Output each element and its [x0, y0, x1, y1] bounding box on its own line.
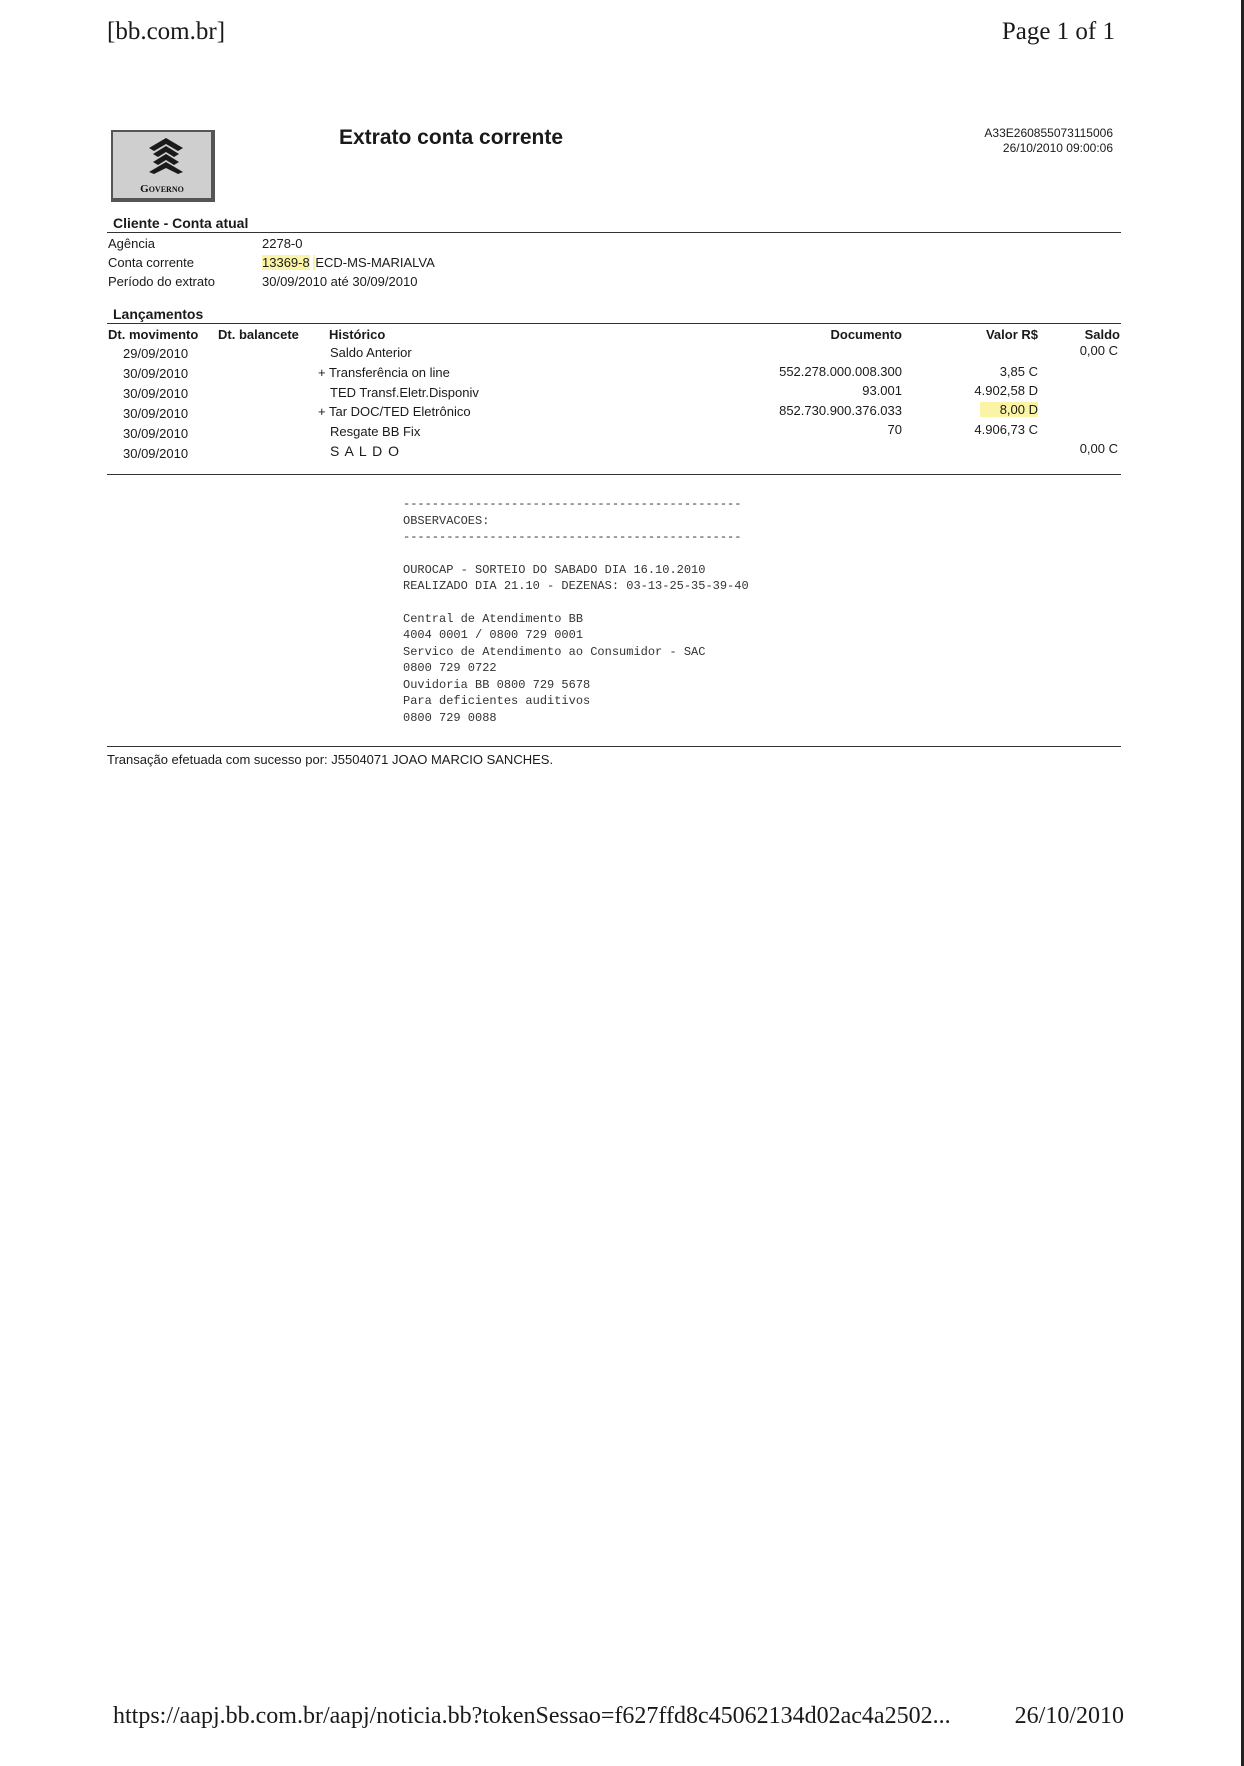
- col-header-dt-movimento: Dt. movimento: [108, 327, 199, 342]
- bank-logo: [111, 130, 215, 202]
- cell-saldo: 0,00 C: [1079, 441, 1118, 456]
- cell-dt-movimento: 29/09/2010: [123, 346, 189, 361]
- col-header-documento: Documento: [830, 327, 902, 342]
- obs-line: Servico de Atendimento ao Consumidor - SAC: [403, 644, 706, 659]
- cell-dt-movimento: 30/09/2010: [123, 366, 189, 381]
- cell-valor: 4.902,58 D: [974, 383, 1038, 398]
- periodo-label: Período do extrato: [108, 274, 215, 289]
- print-header-page-number: Page 1 of 1: [1001, 18, 1115, 45]
- obs-title: OBSERVACOES:: [403, 513, 490, 528]
- cell-historico: + Transferência on line: [318, 365, 450, 380]
- obs-line: Ouvidoria BB 0800 729 5678: [403, 677, 591, 692]
- print-footer-date: 26/10/2010: [1014, 1703, 1124, 1729]
- statement-code: A33E260855073115006: [984, 126, 1113, 140]
- col-header-valor: Valor R$: [985, 327, 1038, 342]
- observacoes-block: [403, 496, 749, 726]
- divider: [107, 746, 1121, 747]
- obs-line: Para deficientes auditivos: [403, 694, 591, 708]
- cell-documento: 552.278.000.008.300: [779, 364, 902, 379]
- obs-line: 4004 0001 / 0800 729 0001: [403, 628, 584, 642]
- cell-documento: 93.001: [862, 383, 902, 398]
- obs-line: Central de Atendimento BB: [403, 611, 584, 626]
- cell-valor: 4.906,73 C: [974, 422, 1038, 437]
- agencia-value: 2278-0: [262, 236, 303, 251]
- divider: [107, 232, 1121, 233]
- cell-historico: TED Transf.Eletr.Disponiv: [330, 385, 479, 400]
- cell-historico: S A L D O: [330, 443, 400, 459]
- obs-line: OUROCAP - SORTEIO DO SABADO DIA 16.10.2010: [403, 562, 706, 577]
- client-section-title: Cliente - Conta atual: [113, 215, 249, 231]
- transaction-footer: Transação efetuada com sucesso por: J5504071 JOAO MARCIO SANCHES.: [107, 752, 554, 767]
- bb-logo-icon: [149, 138, 183, 174]
- periodo-value: 30/09/2010 até 30/09/2010: [262, 274, 418, 289]
- col-header-dt-balancete: Dt. balancete: [218, 327, 299, 342]
- logo-text: Governo: [140, 183, 184, 195]
- obs-line: 0800 729 0088: [403, 710, 497, 725]
- cell-dt-movimento: 30/09/2010: [123, 446, 189, 461]
- cell-historico: Resgate BB Fix: [330, 424, 421, 439]
- cell-documento: 70: [887, 422, 902, 437]
- obs-line: 0800 729 0722: [403, 661, 497, 675]
- conta-number: 13369-8: [262, 255, 310, 270]
- cell-historico: + Tar DOC/TED Eletrônico: [318, 404, 471, 419]
- col-header-historico: Histórico: [329, 327, 386, 342]
- agencia-label: Agência: [108, 236, 155, 251]
- divider: [107, 323, 1121, 324]
- cell-dt-movimento: 30/09/2010: [123, 426, 189, 441]
- statement-datetime: 26/10/2010 09:00:06: [1002, 141, 1113, 155]
- statement-id-block: [984, 126, 1113, 156]
- cell-saldo: 0,00 C: [1079, 343, 1118, 358]
- print-footer-url: https://aapj.bb.com.br/aapj/noticia.bb?tokenSessao=f627ffd8c45062134d02ac4a2502...: [113, 1703, 951, 1729]
- cell-historico: Saldo Anterior: [330, 345, 412, 360]
- conta-name: ECD-MS-MARIALVA: [315, 255, 435, 270]
- cell-dt-movimento: 30/09/2010: [123, 386, 189, 401]
- divider: [107, 474, 1121, 475]
- print-header-site: [bb.com.br]: [107, 18, 226, 45]
- conta-value: [262, 255, 435, 270]
- cell-valor: 8,00 D: [980, 402, 1038, 417]
- obs-dashes: -----------------------------------------------: [403, 530, 742, 544]
- cell-valor: 3,85 C: [999, 364, 1038, 379]
- obs-dashes: -----------------------------------------------: [403, 497, 742, 511]
- col-header-saldo: Saldo: [1084, 327, 1120, 342]
- cell-dt-movimento: 30/09/2010: [123, 406, 189, 421]
- conta-label: Conta corrente: [108, 255, 194, 270]
- obs-line: REALIZADO DIA 21.10 - DEZENAS: 03-13-25-35-39-40: [403, 579, 749, 593]
- cell-documento: 852.730.900.376.033: [779, 403, 902, 418]
- statement-title: Extrato conta corrente: [339, 126, 564, 149]
- lancamentos-section-title: Lançamentos: [113, 306, 204, 322]
